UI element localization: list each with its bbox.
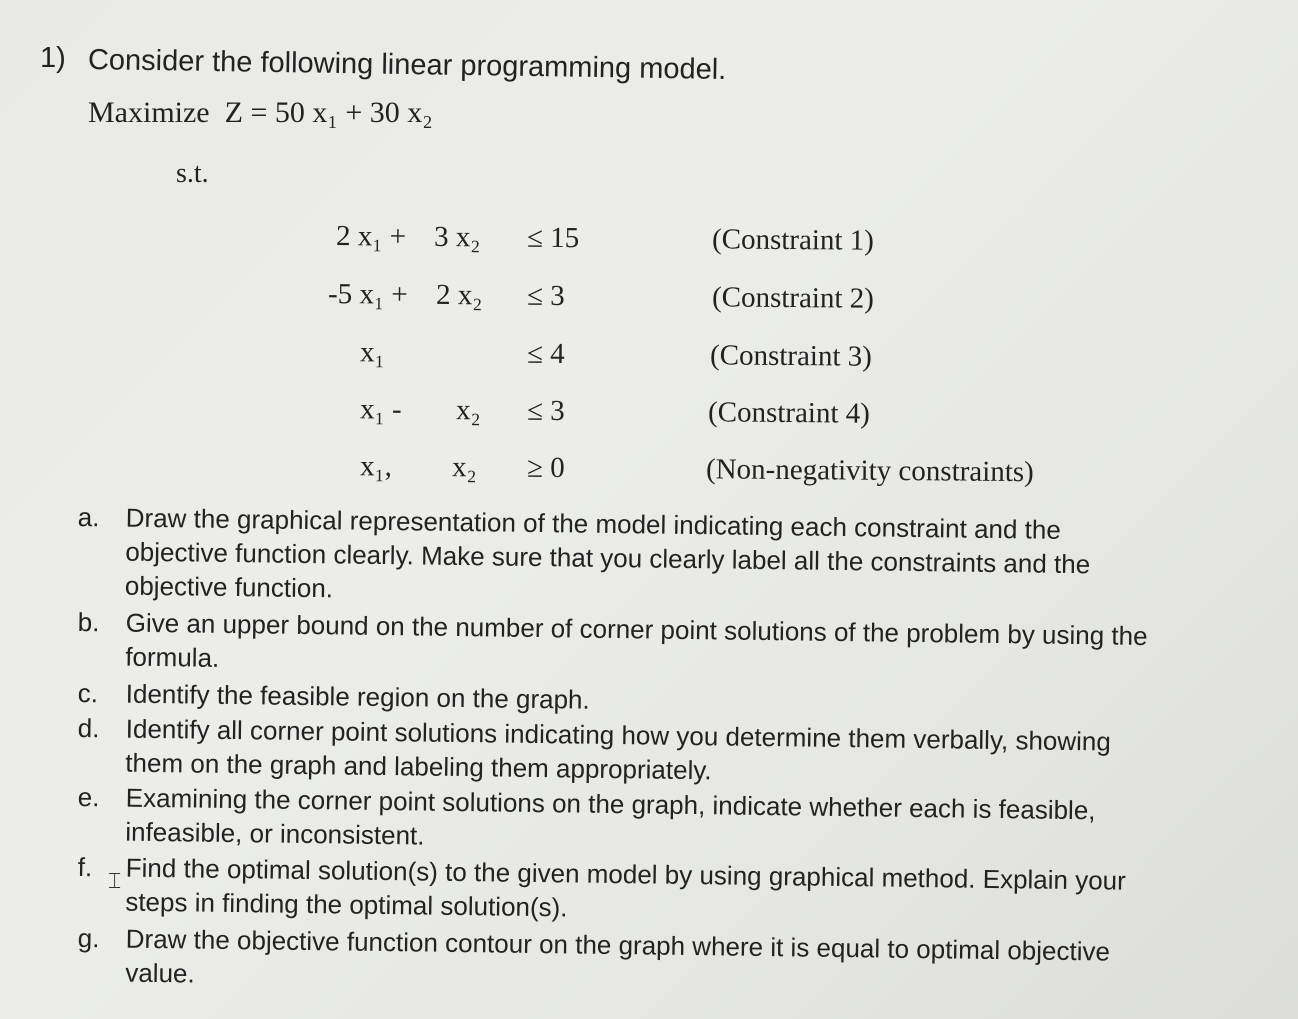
part-a: [77, 500, 1278, 620]
part-line: them on the graph and labeling them appropriately.: [125, 747, 712, 786]
constraint-label: (Constraint 1): [711, 223, 875, 257]
part-letter: b.: [77, 606, 100, 638]
question-number: 1): [40, 42, 66, 74]
constraint-label: (Non-negativity constraints): [705, 453, 1034, 489]
constraint-lhs-x1: 2 x₁ +: [335, 220, 407, 253]
part-line: steps in finding the optimal solution(s).: [125, 886, 568, 923]
part-line: objective function clearly. Make sure that you clearly label all the constraints and the: [125, 536, 1091, 580]
constraint-lhs-x2: x₂: [455, 394, 481, 427]
constraint-relation: ≤ 4: [526, 337, 565, 371]
objective-function: [88, 96, 433, 130]
constraint-lhs-x1: x₁: [359, 336, 385, 369]
part-line: Identify all corner point solutions indicating how you determine them verbally, showing: [125, 713, 1112, 757]
part-line: Draw the graphical representation of the model indicating each constraint and the: [125, 502, 1062, 545]
constraint-lhs-x2: x₂: [451, 451, 477, 484]
part-letter: e.: [77, 781, 100, 813]
constraint-row: [0, 333, 1298, 384]
part-letter: d.: [77, 712, 100, 744]
part-line: infeasible, or inconsistent.: [125, 816, 425, 851]
part-line: Identify the feasible region on the graph.: [125, 678, 590, 715]
constraint-lhs-x1: x₁ -: [359, 393, 402, 426]
constraint-row: [0, 390, 1298, 441]
text-cursor-icon: ⌶: [108, 868, 122, 893]
constraint-row: [0, 275, 1298, 326]
constraint-row: [0, 217, 1298, 268]
part-line: formula.: [125, 641, 220, 673]
constraint-relation: ≤ 15: [526, 221, 580, 255]
part-line: Find the optimal solution(s) to the given model by using graphical method. Explain your: [125, 852, 1126, 896]
constraint-relation: ≥ 0: [526, 451, 565, 485]
part-line: Examining the corner point solutions on the graph, indicate whether each is feasible,: [125, 782, 1096, 826]
part-letter: a.: [77, 501, 100, 533]
constraint-lhs-x2: 3 x₂: [433, 220, 481, 254]
constraint-label: (Constraint 3): [709, 339, 873, 373]
constraint-lhs-x1: -5 x₁ +: [327, 277, 408, 311]
constraint-label: (Constraint 4): [707, 396, 871, 430]
constraint-label: (Constraint 2): [711, 281, 875, 315]
constraint-relation: ≤ 3: [526, 394, 565, 428]
part-g: [77, 921, 1278, 1007]
part-letter: g.: [77, 922, 100, 954]
part-line: Draw the objective function contour on the graph where it is equal to optimal objective: [125, 923, 1111, 967]
part-line: objective function.: [124, 570, 334, 604]
subject-to-label: s.t.: [176, 158, 209, 189]
constraint-relation: ≤ 3: [526, 279, 565, 313]
part-letter: c.: [77, 677, 99, 709]
constraint-lhs-x1: x₁,: [359, 450, 393, 483]
constraint-row: [0, 447, 1298, 498]
part-line: value.: [125, 957, 195, 989]
part-line: Give an upper bound on the number of corner point solutions of the problem by using the: [125, 607, 1148, 652]
objective-expression: Z = 50 x₁ + 30 x₂: [224, 96, 433, 129]
constraint-lhs-x2: 2 x₂: [435, 278, 483, 312]
part-letter: f.: [77, 851, 93, 883]
objective-prefix: Maximize: [88, 96, 210, 129]
question-intro: Consider the following linear programming model.: [87, 44, 727, 87]
